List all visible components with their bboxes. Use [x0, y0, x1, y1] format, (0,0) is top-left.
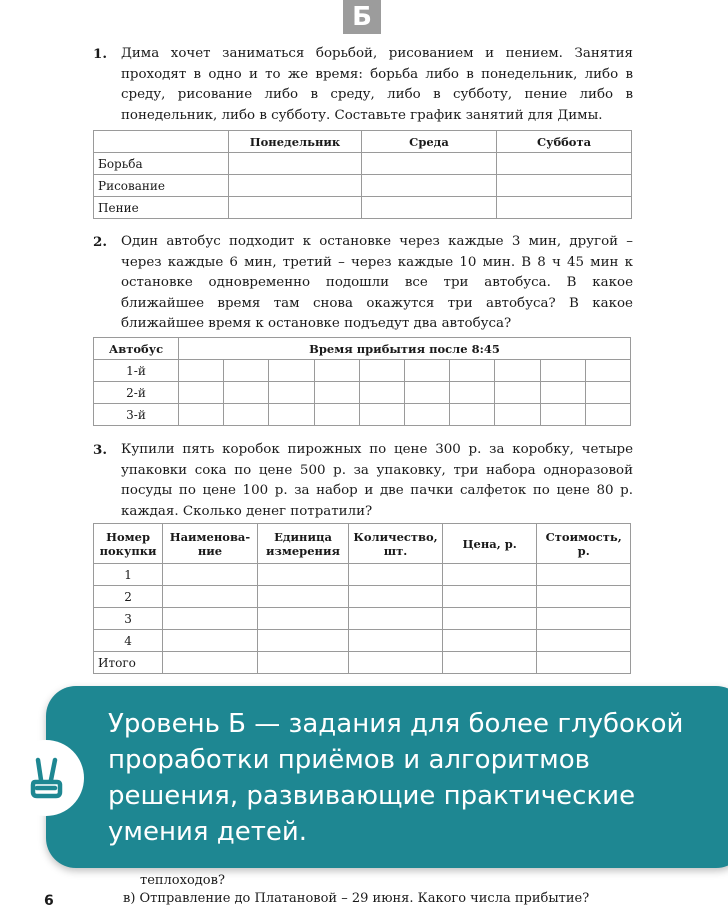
table-cell[interactable]: [404, 360, 449, 382]
table-cell[interactable]: [349, 608, 443, 630]
table-cell[interactable]: [257, 652, 349, 674]
table-cell[interactable]: [537, 564, 631, 586]
table-cell[interactable]: [537, 608, 631, 630]
row-label: 3-й: [94, 404, 179, 426]
info-banner: [46, 686, 728, 868]
table-cell[interactable]: [349, 652, 443, 674]
table-cell[interactable]: [442, 652, 537, 674]
table-cell[interactable]: [495, 382, 540, 404]
row-label: 1: [94, 564, 163, 586]
table-cell[interactable]: [495, 404, 540, 426]
table-cell[interactable]: [497, 153, 632, 175]
table-header-row: [94, 338, 631, 360]
table-cell[interactable]: [442, 586, 537, 608]
table-cell[interactable]: [442, 564, 537, 586]
table-cell[interactable]: [179, 360, 224, 382]
table-row: [94, 652, 631, 674]
table-cell[interactable]: [163, 630, 258, 652]
table-cell[interactable]: [179, 404, 224, 426]
table-cell[interactable]: [362, 153, 497, 175]
table-cell[interactable]: [540, 360, 585, 382]
table-cell[interactable]: [224, 360, 269, 382]
table-cell[interactable]: [359, 382, 404, 404]
table-cell[interactable]: [442, 630, 537, 652]
row-label: Итого: [94, 652, 163, 674]
table-cell[interactable]: [540, 382, 585, 404]
table-cell[interactable]: [349, 586, 443, 608]
table-row: [94, 404, 631, 426]
table-header-row: [94, 524, 631, 564]
table-cell[interactable]: [359, 360, 404, 382]
row-label: 2: [94, 586, 163, 608]
table-cell[interactable]: [314, 404, 359, 426]
table-row: [94, 608, 631, 630]
row-label: 3: [94, 608, 163, 630]
table-cell[interactable]: [450, 404, 495, 426]
table-cell[interactable]: [497, 175, 632, 197]
task-1: [93, 44, 633, 126]
bus-table: [93, 337, 631, 426]
table-row: [94, 175, 632, 197]
table-cell[interactable]: [224, 404, 269, 426]
victory-hand-icon: [8, 740, 84, 816]
table-cell[interactable]: [495, 360, 540, 382]
table-cell[interactable]: [229, 153, 362, 175]
table-cell[interactable]: [359, 404, 404, 426]
task-1-number: 1.: [93, 46, 107, 62]
table-cell[interactable]: [163, 652, 258, 674]
table-cell[interactable]: [442, 608, 537, 630]
task-3-number: 3.: [93, 442, 107, 458]
table-cell[interactable]: [497, 197, 632, 219]
table-row: [94, 586, 631, 608]
table-cell[interactable]: [229, 197, 362, 219]
table-cell[interactable]: [224, 382, 269, 404]
table-header: Цена, р.: [442, 524, 537, 564]
table-cell[interactable]: [585, 382, 630, 404]
page-number: 6: [44, 893, 54, 909]
table-row: [94, 360, 631, 382]
row-label: Рисование: [94, 175, 229, 197]
row-label: 4: [94, 630, 163, 652]
table-row: [94, 564, 631, 586]
level-badge: Б: [343, 0, 381, 34]
question-v: в) Отправление до Платановой – 29 июня. Какого числа прибытие?: [123, 891, 590, 906]
table-cell[interactable]: [257, 564, 349, 586]
table-cell[interactable]: [404, 404, 449, 426]
table-cell[interactable]: [314, 382, 359, 404]
table-cell[interactable]: [269, 360, 314, 382]
table-row: [94, 153, 632, 175]
table-header: [94, 131, 229, 153]
table-cell[interactable]: [537, 630, 631, 652]
table-cell[interactable]: [404, 382, 449, 404]
table-cell[interactable]: [163, 586, 258, 608]
table-header: Количество, шт.: [349, 524, 443, 564]
table-cell[interactable]: [362, 175, 497, 197]
table-cell[interactable]: [450, 360, 495, 382]
table-cell[interactable]: [314, 360, 359, 382]
purchase-table: [93, 523, 631, 674]
table-cell[interactable]: [585, 404, 630, 426]
table-cell[interactable]: [163, 608, 258, 630]
table-cell[interactable]: [349, 630, 443, 652]
row-label: 1-й: [94, 360, 179, 382]
table-cell[interactable]: [163, 564, 258, 586]
table-header: Автобус: [94, 338, 179, 360]
table-header: Время прибытия после 8:45: [179, 338, 631, 360]
row-label: Борьба: [94, 153, 229, 175]
task-3: [93, 440, 633, 522]
partial-line: теплоходов?: [140, 873, 225, 888]
table-header: Понедельник: [229, 131, 362, 153]
table-cell[interactable]: [229, 175, 362, 197]
table-cell[interactable]: [179, 382, 224, 404]
table-cell[interactable]: [450, 382, 495, 404]
task-3-text: Купили пять коробок пирожных по цене 300 р. за коробку, четыре упаковки сока по цене 500 р. за упаковку, три набора одноразовой посуды по цене 100 р. за набор и две пачки салфеток по цене 80 р. каждая. Сколько денег потратили?: [121, 442, 633, 519]
table-cell[interactable]: [257, 608, 349, 630]
table-cell[interactable]: [362, 197, 497, 219]
task-2-number: 2.: [93, 234, 107, 250]
table-header: Наименова-ние: [163, 524, 258, 564]
table-cell[interactable]: [269, 382, 314, 404]
table-row: [94, 630, 631, 652]
table-row: [94, 197, 632, 219]
table-cell[interactable]: [537, 652, 631, 674]
task-2-text: Один автобус подходит к остановке через каждые 3 мин, другой – через каждые 6 мин, третий – через каждые 10 мин. В 8 ч 45 мин к остановке одновременно подошли все три автобуса. В какое ближайшее время там снова окажутся три автобуса? В какое ближайшее время к остановке подъедут два автобуса?: [121, 234, 633, 331]
table-cell[interactable]: [537, 586, 631, 608]
table-cell[interactable]: [269, 404, 314, 426]
table-cell[interactable]: [349, 564, 443, 586]
banner-text: Уровень Б — задания для более глубокой проработки приёмов и алгоритмов решения, развивающие практические умения детей.: [108, 709, 684, 847]
table-header: Среда: [362, 131, 497, 153]
schedule-table: [93, 130, 632, 219]
table-header: Стоимость, р.: [537, 524, 631, 564]
table-cell[interactable]: [257, 630, 349, 652]
table-cell[interactable]: [257, 586, 349, 608]
row-label: Пение: [94, 197, 229, 219]
table-header: Суббота: [497, 131, 632, 153]
task-1-text: Дима хочет заниматься борьбой, рисованием и пением. Занятия проходят в одно и то же время: борьба либо в понедельник, либо в среду, рисование либо в среду, либо в субботу, пение либо в понедельник, либо в субботу. Составьте график занятий для Димы.: [121, 46, 633, 123]
table-header: Номер покупки: [94, 524, 163, 564]
table-cell[interactable]: [585, 360, 630, 382]
table-header: Единица измерения: [257, 524, 349, 564]
table-row: [94, 382, 631, 404]
table-cell[interactable]: [540, 404, 585, 426]
row-label: 2-й: [94, 382, 179, 404]
task-2: [93, 232, 633, 335]
table-header-row: [94, 131, 632, 153]
